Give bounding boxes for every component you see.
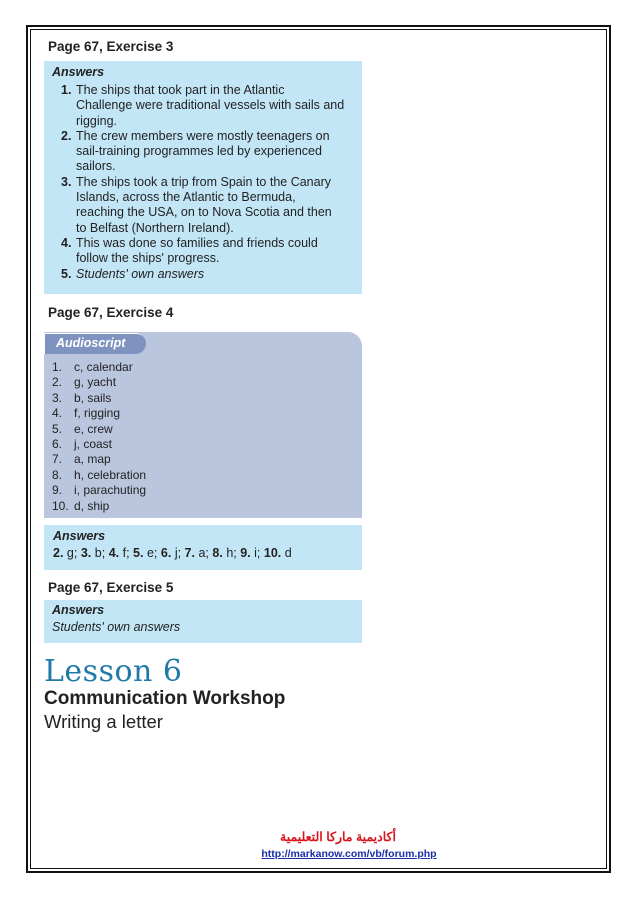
audioscript-text: c, calendar: [74, 360, 133, 374]
answer-number: 1.: [61, 83, 72, 97]
exercise-3-answer-item: [52, 129, 362, 175]
answer-number: 4.: [61, 235, 72, 250]
answer-number: 7.: [184, 546, 195, 560]
answer-value: h;: [226, 546, 237, 560]
exercise-5-answers-title: Answers: [52, 603, 105, 617]
audioscript-tab: Audioscript: [44, 333, 146, 354]
audioscript-text: g, yacht: [74, 375, 117, 390]
lesson-topic: Writing a letter: [44, 711, 163, 732]
answer-number: 3.: [61, 174, 72, 189]
answer-value: f;: [122, 546, 130, 560]
audioscript-number: 1.: [52, 360, 63, 374]
answer-value: e;: [146, 546, 158, 560]
exercise-3-answer-item: [52, 83, 362, 129]
exercise-5-heading: Page 67, Exercise 5: [48, 580, 174, 595]
lesson-subtitle: Communication Workshop: [44, 688, 286, 709]
answer-value: d: [284, 546, 292, 560]
exercise-4-heading: Page 67, Exercise 4: [48, 305, 174, 320]
answer-line: rigging.: [76, 113, 117, 128]
exercise-4-answers-line: [53, 546, 362, 560]
exercise-3-answers-title: Answers: [52, 65, 105, 79]
audioscript-item: [52, 422, 146, 437]
answer-line: Challenge were traditional vessels with sails and: [76, 98, 345, 113]
audioscript-item: [52, 452, 146, 467]
audioscript-text: f, rigging: [74, 406, 121, 421]
answer-number: 2.: [61, 128, 72, 143]
answer-value: i;: [254, 546, 261, 560]
exercise-5-answers-box: [44, 600, 362, 643]
audioscript-number: 5.: [52, 421, 63, 436]
answer-number: 2.: [53, 546, 64, 560]
exercise-4-answers-box: [44, 525, 362, 570]
exercise-3-heading: Page 67, Exercise 3: [48, 39, 174, 54]
exercise-3-answer-item: [52, 267, 362, 282]
answer-line: The crew members were mostly teenagers on: [76, 128, 330, 143]
answer-line: Students' own answers: [76, 266, 205, 281]
answer-line: sail-training programmes led by experienced: [76, 144, 322, 159]
footer-arabic-text: أكاديمية ماركا التعليمية: [280, 830, 396, 844]
audioscript-text: h, celebration: [74, 467, 147, 482]
answer-number: 8.: [212, 546, 223, 560]
footer-link[interactable]: http://markanow.com/vb/forum.php: [261, 848, 437, 860]
exercise-4-answers-title: Answers: [53, 529, 106, 543]
answer-line: to Belfast (Northern Ireland).: [76, 220, 234, 235]
answer-number: 3.: [80, 546, 92, 560]
audioscript-list: [52, 360, 146, 514]
audioscript-number: 6.: [52, 437, 63, 452]
answer-number: 6.: [160, 546, 172, 560]
answer-value: b;: [94, 546, 106, 560]
audioscript-number: 2.: [52, 375, 63, 390]
answer-line: reaching the USA, on to Nova Scotia and then: [76, 205, 332, 220]
answer-line: Islands, across the Atlantic to Bermuda,: [76, 190, 296, 205]
audioscript-text: i, parachuting: [74, 483, 147, 498]
answer-number: 4.: [108, 546, 120, 560]
lesson-title: Lesson 6: [44, 654, 183, 689]
audioscript-number: 10.: [52, 498, 69, 513]
audioscript-text: d, ship: [74, 498, 110, 513]
answer-number: 10.: [263, 546, 282, 560]
audioscript-item: [52, 468, 146, 483]
audioscript-item: [52, 391, 146, 406]
audioscript-item: [52, 499, 146, 514]
audioscript-item: [52, 375, 146, 390]
answer-number: 5.: [61, 266, 72, 281]
answer-number: 5.: [133, 546, 144, 560]
audioscript-item: [52, 483, 146, 498]
audioscript-number: 3.: [52, 390, 63, 405]
audioscript-number: 7.: [52, 452, 63, 467]
answer-number: 9.: [240, 546, 251, 560]
audioscript-number: 9.: [52, 483, 63, 498]
audioscript-number: 4.: [52, 406, 63, 421]
exercise-3-answer-item: [52, 236, 362, 267]
audioscript-text: e, crew: [74, 421, 113, 436]
audioscript-item: [52, 406, 146, 421]
audioscript-text: a, map: [74, 452, 111, 467]
audioscript-text: j, coast: [74, 437, 113, 452]
exercise-3-answer-list: [52, 83, 362, 282]
answer-line: The ships took a trip from Spain to the Canary: [76, 174, 331, 189]
exercise-5-answer-text: Students' own answers: [52, 620, 181, 634]
answer-value: j;: [174, 546, 182, 560]
audioscript-item: [52, 437, 146, 452]
audioscript-item: [52, 360, 146, 375]
answer-value: g;: [66, 546, 78, 560]
answer-value: a;: [198, 546, 209, 560]
exercise-3-answer-item: [52, 175, 362, 236]
answer-line: follow the ships' progress.: [76, 251, 220, 266]
exercise-3-answers-box: [44, 61, 362, 294]
answer-line: This was done so families and friends could: [76, 235, 318, 250]
audioscript-number: 8.: [52, 467, 63, 482]
answer-line: sailors.: [76, 159, 116, 174]
answer-line: The ships that took part in the Atlantic: [76, 83, 285, 97]
audioscript-text: b, sails: [74, 390, 112, 405]
